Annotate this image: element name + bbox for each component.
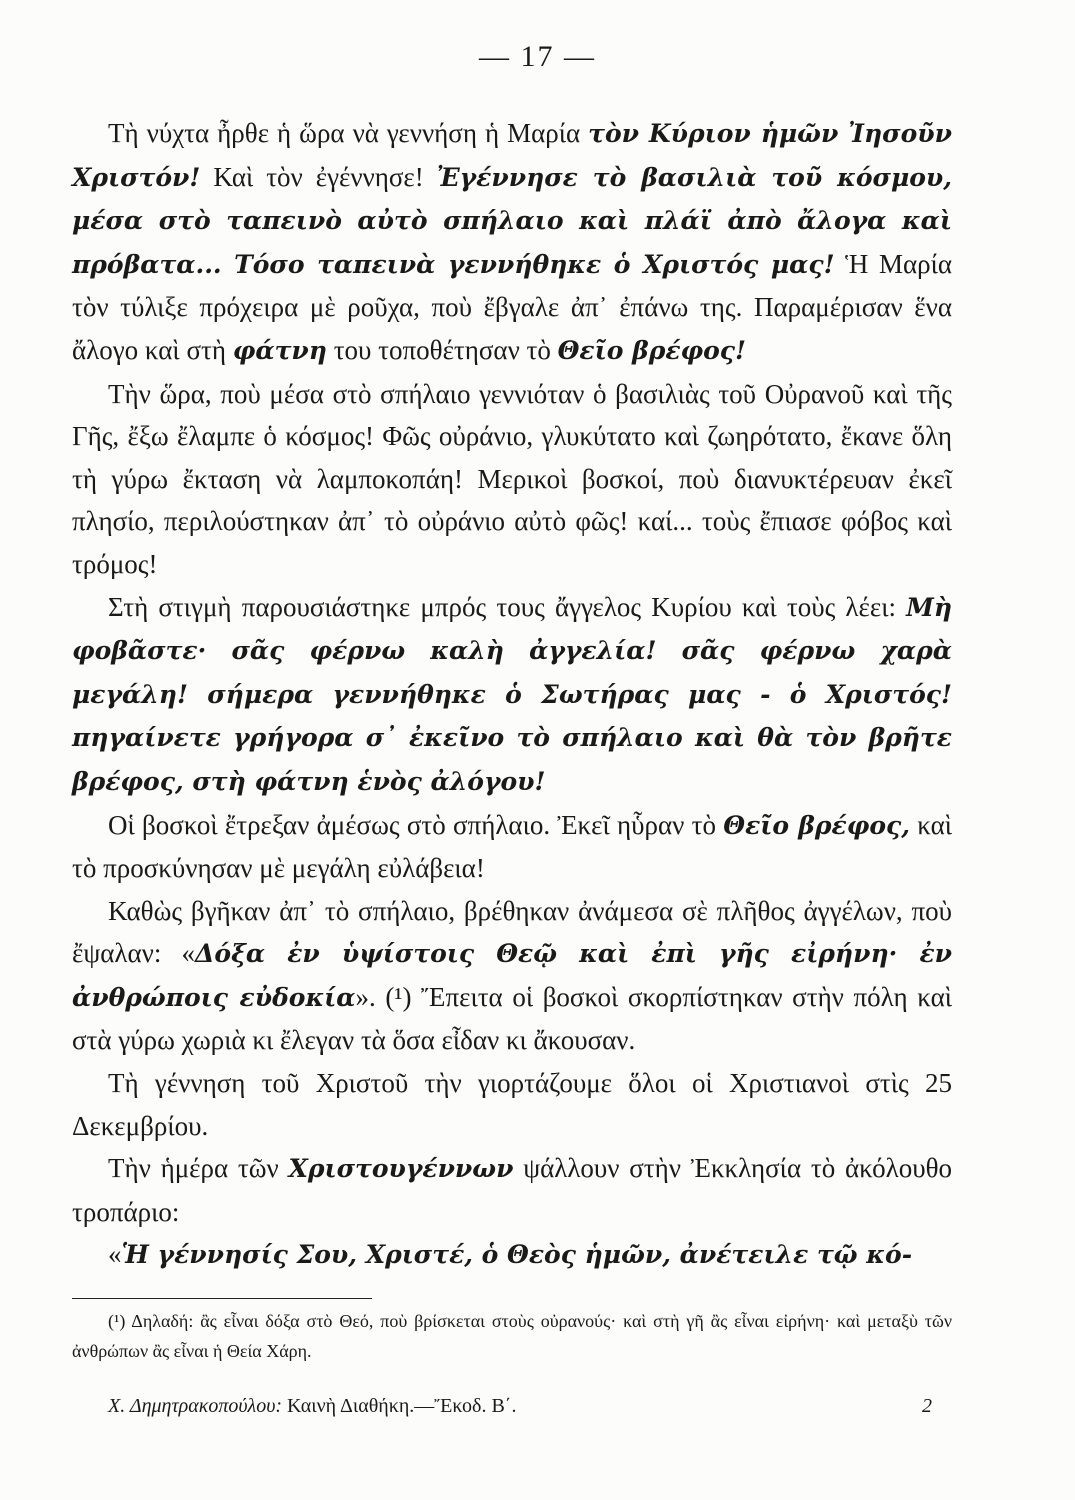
text-run: Στὴ στιγμὴ παρουσιάστηκε μπρός τους ἄγγελος Κυρίου καὶ τοὺς λέει:: [108, 591, 907, 622]
emphasized-text: Μὴ φοβᾶστε· σᾶς φέρνω καλὴ ἀγγελία! σᾶς φέρνω χαρὰ μεγάλη! σήμερα γεννήθηκε ὁ Σωτήρας μας - ὁ Χριστός! πηγαίνετε γρήγορα σ᾽ ἐκεῖνο τὸ σπήλαιο καὶ θὰ τὸν βρῆτε βρέφος, στὴ φάτνη ἑνὸς ἀλόγου!: [72, 592, 952, 796]
paragraph: [72, 373, 952, 586]
emphasized-text: Ἐγέννησε τὸ βασιλιὰ τοῦ κόσμου, μέσα στὸ ταπεινὸ αὐτὸ σπήλαιο καὶ πλάϊ ἀπὸ ἄλογα καὶ πρόβατα... Τόσο ταπεινὰ γεννήθηκε ὁ Χριστός μας!: [72, 162, 952, 279]
text-run: «: [108, 1239, 122, 1270]
emphasized-text: Χριστουγέννων: [288, 1154, 514, 1184]
paragraph: [72, 112, 952, 373]
text-run: Τὴν ἡμέρα τῶν: [108, 1153, 289, 1184]
page-number: — 17 —: [479, 40, 596, 73]
text-run: καὶ τὸ προσκύνησαν μὲ μεγάλη εὐλάβεια!: [72, 809, 952, 884]
emphasized-text: Θεῖο βρέφος!: [557, 335, 747, 365]
text-run: Οἱ βοσκοὶ ἔτρεξαν ἀμέσως στὸ σπήλαιο. Ἐκεῖ ηὗραν τὸ: [108, 809, 724, 840]
body-text: [72, 112, 952, 1277]
paragraph: [72, 804, 952, 890]
emphasized-text: Θεῖο βρέφος,: [723, 810, 910, 840]
text-run: Καθὼς βγῆκαν ἀπ᾽ τὸ σπήλαιο, βρέθηκαν ἀνάμεσα σὲ πλῆθος ἀγγέλων, ποὺ ἔψαλαν: «: [72, 895, 952, 969]
text-run: ». (¹) Ἔπειτα οἱ βοσκοὶ σκορπίστηκαν στὴν πόλη καὶ στὰ γύρω χωριὰ κι ἔλεγαν τὰ ὅσα εἶδαν κι ἄκουσαν.: [72, 981, 952, 1056]
text-run: Τὴ νύχτα ἦρθε ἡ ὥρα νὰ γεννήση ἡ Μαρία: [108, 118, 589, 148]
footnote-divider: [72, 1298, 372, 1299]
emphasized-text: φάτνη: [232, 335, 327, 365]
emphasized-text: τὸν Κύριον ἡμῶν Ἰησοῦν Χριστόν!: [72, 119, 952, 192]
sheet-number: 2: [922, 1395, 932, 1417]
footnote: (¹) Δηλαδή: ἂς εἶναι δόξα στὸ Θεό, ποὺ βρίσκεται στοὺς οὐρανούς· καὶ στὴ γῆ ἂς εἶναι εἰρήνη· καὶ μεταξὺ τῶν ἀνθρώπων ἂς εἶναι ἡ Θεία Χάρη.: [72, 1311, 952, 1361]
text-run: Τὴν ὥρα, ποὺ μέσα στὸ σπήλαιο γεννιόταν ὁ βασιλιὰς τοῦ Οὐρανοῦ καὶ τῆς Γῆς, ἔξω ἔλαμπε ὁ κόσμος! Φῶς οὐράνιο, γλυκύτατο καὶ ζωηρότατο, ἔκανε ὅλη τὴ γύρω ἔκταση νὰ λαμποκοπάη! Μερικοὶ βοσκοί, ποὺ διανυκτέρευαν ἐκεῖ πλησίο, περιλούστηκαν ἀπ᾽ τὸ οὐράνιο αὐτὸ φῶς! καί... τοὺς ἔπιασε φόβος καὶ τρόμος!: [72, 378, 952, 579]
emphasized-text: Δόξα ἐν ὑψίστοις Θεῷ καὶ ἐπὶ γῆς εἰρήνη· ἐν ἀνθρώποις εὐδοκία: [72, 939, 952, 1012]
paragraph: [72, 1147, 952, 1233]
paragraph: [72, 1062, 952, 1147]
text-run: ψάλλουν στὴν Ἐκκλησία τὸ ἀκόλουθο τροπάριο:: [72, 1153, 953, 1227]
text-run: Ἡ Μαρία τὸν τύλιξε πρόχειρα μὲ ροῦχα, ποὺ ἔβγαλε ἀπ᾽ ἐπάνω της. Παραμέρισαν ἕνα ἄλογο καὶ στὴ: [72, 248, 952, 365]
paragraph: [72, 586, 952, 804]
text-run: του τοποθέτησαν τὸ: [326, 334, 558, 365]
emphasized-text: Ἡ γέννησίς Σου, Χριστέ, ὁ Θεὸς ἡμῶν, ἀνέτειλε τῷ κό-: [121, 1240, 913, 1270]
paragraph: [72, 890, 952, 1062]
paragraph: [72, 1233, 952, 1277]
text-run: Τὴ γέννηση τοῦ Χριστοῦ τὴν γιορτάζουμε ὅλοι οἱ Χριστιανοὶ στὶς 25 Δεκεμβρίου.: [72, 1068, 952, 1141]
text-run: Καὶ τὸν ἐγέννησε!: [200, 161, 437, 192]
signature-work: Καινὴ Διαθήκη.—Ἔκοδ. Β΄.: [282, 1395, 517, 1417]
signature-author: Χ. Δημητρακοπούλου:: [108, 1395, 283, 1417]
signature-line: [72, 1392, 952, 1420]
